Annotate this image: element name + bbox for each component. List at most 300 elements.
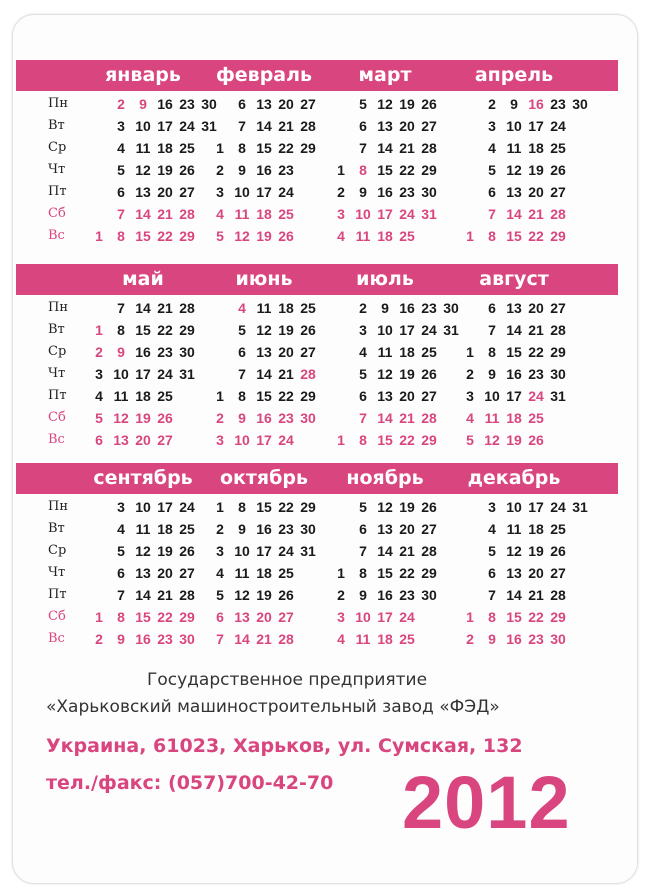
day-cell: 27 [278,609,294,625]
day-cell: 7 [238,366,246,382]
day-cell: 12 [377,96,393,112]
day-cell: 24 [278,432,294,448]
day-cell: 17 [256,543,272,559]
day-cell: 11 [234,565,250,581]
day-cell: 8 [359,162,367,178]
day-cell: 13 [256,96,272,112]
day-cell: 29 [550,344,566,360]
day-cell: 8 [117,609,125,625]
day-cell: 24 [278,543,294,559]
day-cell: 7 [488,322,496,338]
day-cell: 28 [421,410,437,426]
month-name: сентябрь [93,467,193,489]
day-cell: 3 [488,118,496,134]
day-cell: 14 [135,300,151,316]
day-cell: 16 [135,344,151,360]
day-cell: 27 [550,300,566,316]
weekday-label: Сб [48,206,66,221]
day-cell: 12 [377,499,393,515]
day-cell: 22 [528,609,544,625]
day-cell: 5 [117,162,125,178]
day-cell: 19 [399,366,415,382]
day-cell: 19 [157,543,173,559]
day-cell: 21 [399,543,415,559]
day-cell: 29 [300,499,316,515]
day-cell: 23 [179,96,195,112]
day-cell: 15 [135,609,151,625]
day-cell: 19 [528,162,544,178]
day-cell: 17 [377,609,393,625]
day-cell: 20 [399,521,415,537]
day-cell: 15 [377,162,393,178]
day-cell: 8 [359,565,367,581]
day-cell: 3 [216,543,224,559]
day-cell: 17 [135,366,151,382]
day-cell: 15 [506,609,522,625]
day-cell: 9 [488,631,496,647]
day-cell: 1 [337,565,345,581]
day-cell: 19 [135,410,151,426]
day-cell: 31 [300,543,316,559]
day-cell: 20 [278,96,294,112]
day-cell: 26 [528,432,544,448]
day-cell: 19 [256,587,272,603]
day-cell: 24 [399,609,415,625]
day-cell: 4 [359,344,367,360]
day-cell: 28 [421,543,437,559]
day-cell: 22 [399,432,415,448]
day-cell: 18 [157,521,173,537]
day-cell: 30 [550,366,566,382]
day-cell: 27 [179,565,195,581]
day-cell: 17 [157,499,173,515]
day-cell: 17 [157,118,173,134]
day-cell: 10 [377,322,393,338]
day-cell: 18 [256,565,272,581]
day-cell: 12 [135,543,151,559]
weekday-label: Вс [48,631,65,646]
day-cell: 14 [135,587,151,603]
day-cell: 28 [179,206,195,222]
day-cell: 1 [466,228,474,244]
month-name: февраль [215,64,313,86]
day-cell: 2 [216,162,224,178]
weekday-label: Пн [48,300,69,315]
weekday-label: Пн [48,499,69,514]
day-cell: 7 [216,631,224,647]
day-cell: 3 [95,366,103,382]
day-cell: 10 [506,118,522,134]
day-cell: 27 [300,96,316,112]
day-cell: 23 [157,631,173,647]
day-cell: 18 [256,206,272,222]
day-cell: 7 [488,206,496,222]
day-cell: 20 [157,184,173,200]
day-cell: 17 [256,184,272,200]
day-cell: 11 [355,631,371,647]
day-cell: 23 [421,300,437,316]
day-cell: 9 [238,162,246,178]
day-cell: 5 [466,432,474,448]
day-cell: 8 [238,388,246,404]
day-cell: 11 [113,388,129,404]
day-cell: 22 [157,609,173,625]
day-cell: 12 [234,228,250,244]
day-cell: 19 [399,499,415,515]
day-cell: 10 [234,543,250,559]
day-cell: 20 [256,609,272,625]
month-name: октябрь [219,467,309,489]
day-cell: 15 [256,140,272,156]
day-cell: 4 [117,521,125,537]
month-name: март [358,64,412,86]
day-cell: 25 [528,410,544,426]
day-cell: 14 [256,366,272,382]
day-cell: 31 [179,366,195,382]
day-cell: 30 [179,344,195,360]
month-name: июль [356,268,414,290]
day-cell: 4 [488,140,496,156]
day-cell: 12 [135,162,151,178]
day-cell: 13 [506,565,522,581]
day-cell: 22 [528,344,544,360]
day-cell: 16 [506,631,522,647]
day-cell: 27 [157,432,173,448]
day-cell: 3 [337,206,345,222]
day-cell: 29 [300,140,316,156]
day-cell: 24 [179,118,195,134]
day-cell: 18 [157,140,173,156]
day-cell: 2 [95,631,103,647]
day-cell: 15 [506,228,522,244]
day-cell: 6 [238,344,246,360]
day-cell: 17 [528,118,544,134]
day-cell: 5 [238,322,246,338]
day-cell: 23 [528,366,544,382]
day-cell: 2 [337,587,345,603]
day-cell: 25 [179,521,195,537]
day-cell: 29 [179,322,195,338]
day-cell: 18 [278,300,294,316]
day-cell: 31 [443,322,459,338]
day-cell: 28 [179,300,195,316]
day-cell: 2 [466,366,474,382]
day-cell: 25 [278,565,294,581]
day-cell: 10 [355,206,371,222]
day-cell: 18 [377,228,393,244]
day-cell: 5 [359,499,367,515]
weekday-label: Ср [48,543,67,558]
day-cell: 20 [278,344,294,360]
day-cell: 26 [550,162,566,178]
day-cell: 21 [278,366,294,382]
month-name: август [479,268,549,290]
day-cell: 12 [377,366,393,382]
organization-address: Украина, 61023, Харьков, ул. Сумская, 132 [46,735,523,757]
day-cell: 7 [359,140,367,156]
day-cell: 3 [488,499,496,515]
organization-name: «Харьковский машиностроительный завод «ФЭД» [46,697,500,717]
weekday-label: Ср [48,140,67,155]
day-cell: 2 [466,631,474,647]
day-cell: 7 [488,587,496,603]
day-cell: 13 [113,432,129,448]
day-cell: 15 [256,499,272,515]
day-cell: 11 [135,140,151,156]
day-cell: 31 [572,499,588,515]
day-cell: 6 [216,609,224,625]
day-cell: 1 [216,499,224,515]
day-cell: 25 [421,344,437,360]
day-cell: 6 [488,300,496,316]
day-cell: 9 [139,96,147,112]
day-cell: 18 [528,521,544,537]
day-cell: 2 [117,96,125,112]
day-cell: 11 [234,206,250,222]
day-cell: 9 [510,96,518,112]
day-cell: 3 [117,118,125,134]
day-cell: 3 [466,388,474,404]
day-cell: 20 [135,432,151,448]
weekday-label: Вт [48,322,65,337]
day-cell: 22 [157,228,173,244]
day-cell: 16 [256,521,272,537]
day-cell: 24 [179,499,195,515]
day-cell: 15 [506,344,522,360]
day-cell: 4 [488,521,496,537]
day-cell: 11 [506,521,522,537]
day-cell: 4 [337,631,345,647]
day-cell: 22 [278,388,294,404]
day-cell: 8 [238,499,246,515]
day-cell: 3 [117,499,125,515]
day-cell: 11 [256,300,272,316]
day-cell: 30 [421,184,437,200]
day-cell: 19 [256,228,272,244]
day-cell: 28 [550,587,566,603]
day-cell: 5 [359,366,367,382]
day-cell: 10 [484,388,500,404]
day-cell: 2 [359,300,367,316]
day-cell: 28 [300,118,316,134]
day-cell: 14 [377,410,393,426]
day-cell: 19 [278,322,294,338]
day-cell: 26 [300,322,316,338]
day-cell: 14 [506,587,522,603]
month-name: апрель [474,64,554,86]
day-cell: 21 [399,140,415,156]
day-cell: 14 [135,206,151,222]
day-cell: 16 [256,410,272,426]
day-cell: 16 [377,587,393,603]
weekday-label: Вт [48,118,65,133]
day-cell: 13 [135,565,151,581]
day-cell: 12 [256,322,272,338]
day-cell: 21 [157,587,173,603]
day-cell: 3 [359,322,367,338]
day-cell: 7 [117,587,125,603]
day-cell: 21 [278,118,294,134]
day-cell: 6 [359,388,367,404]
weekday-label: Вс [48,228,65,243]
day-cell: 29 [550,228,566,244]
day-cell: 24 [550,118,566,134]
day-cell: 2 [216,410,224,426]
day-cell: 27 [421,388,437,404]
day-cell: 30 [443,300,459,316]
day-cell: 9 [359,587,367,603]
day-cell: 6 [488,565,496,581]
day-cell: 21 [157,300,173,316]
day-cell: 3 [216,432,224,448]
day-cell: 28 [550,322,566,338]
day-cell: 6 [117,184,125,200]
day-cell: 1 [95,322,103,338]
day-cell: 17 [399,322,415,338]
day-cell: 22 [399,565,415,581]
day-cell: 5 [488,543,496,559]
day-cell: 9 [117,344,125,360]
weekday-label: Пн [48,96,69,111]
day-cell: 1 [466,344,474,360]
day-cell: 20 [399,118,415,134]
day-cell: 4 [337,228,345,244]
day-cell: 21 [157,206,173,222]
day-cell: 5 [216,228,224,244]
day-cell: 26 [278,587,294,603]
day-cell: 23 [528,631,544,647]
day-cell: 6 [95,432,103,448]
day-cell: 6 [238,96,246,112]
day-cell: 14 [377,543,393,559]
day-cell: 31 [421,206,437,222]
day-cell: 24 [528,388,544,404]
weekday-label: Чт [48,565,66,580]
day-cell: 25 [157,388,173,404]
day-cell: 27 [179,184,195,200]
day-cell: 30 [550,631,566,647]
month-name: декабрь [467,467,561,489]
day-cell: 4 [238,300,246,316]
day-cell: 31 [201,118,217,134]
day-cell: 10 [506,499,522,515]
day-cell: 8 [488,228,496,244]
day-cell: 25 [550,140,566,156]
day-cell: 7 [359,543,367,559]
weekday-label: Сб [48,609,66,624]
day-cell: 25 [399,631,415,647]
day-cell: 15 [256,388,272,404]
day-cell: 13 [377,118,393,134]
month-name: ноябрь [346,467,424,489]
day-cell: 11 [506,140,522,156]
day-cell: 14 [256,118,272,134]
day-cell: 21 [528,206,544,222]
day-cell: 24 [399,206,415,222]
day-cell: 19 [399,96,415,112]
day-cell: 4 [95,388,103,404]
weekday-label: Вт [48,521,65,536]
day-cell: 9 [238,410,246,426]
day-cell: 15 [135,228,151,244]
day-cell: 15 [377,565,393,581]
day-cell: 22 [399,162,415,178]
day-cell: 6 [359,118,367,134]
weekday-label: Пт [48,587,67,602]
day-cell: 21 [399,410,415,426]
day-cell: 8 [488,344,496,360]
day-cell: 8 [238,140,246,156]
day-cell: 19 [528,543,544,559]
day-cell: 27 [421,521,437,537]
day-cell: 1 [337,162,345,178]
day-cell: 2 [488,96,496,112]
weekday-label: Пт [48,184,67,199]
day-cell: 25 [550,521,566,537]
day-cell: 29 [179,228,195,244]
day-cell: 30 [300,521,316,537]
day-cell: 13 [234,609,250,625]
day-cell: 11 [135,521,151,537]
weekday-label: Чт [48,162,66,177]
day-cell: 1 [466,609,474,625]
day-cell: 28 [421,140,437,156]
day-cell: 24 [157,366,173,382]
day-cell: 18 [528,140,544,156]
day-cell: 29 [300,388,316,404]
day-cell: 13 [506,300,522,316]
day-cell: 22 [157,322,173,338]
day-cell: 16 [256,162,272,178]
day-cell: 8 [117,322,125,338]
day-cell: 12 [506,162,522,178]
day-cell: 30 [572,96,588,112]
day-cell: 5 [95,410,103,426]
day-cell: 11 [484,410,500,426]
day-cell: 20 [399,388,415,404]
day-cell: 10 [234,432,250,448]
day-cell: 1 [216,140,224,156]
day-cell: 16 [506,366,522,382]
month-name: июнь [235,268,293,290]
day-cell: 18 [135,388,151,404]
day-cell: 10 [113,366,129,382]
day-cell: 7 [117,300,125,316]
day-cell: 23 [550,96,566,112]
day-cell: 8 [488,609,496,625]
day-cell: 13 [256,344,272,360]
day-cell: 5 [488,162,496,178]
day-cell: 28 [278,631,294,647]
weekday-label: Вс [48,432,65,447]
day-cell: 6 [359,521,367,537]
day-cell: 29 [421,162,437,178]
day-cell: 14 [377,140,393,156]
day-cell: 17 [377,206,393,222]
day-cell: 29 [550,609,566,625]
day-cell: 30 [201,96,217,112]
day-cell: 23 [278,162,294,178]
day-cell: 15 [377,432,393,448]
day-cell: 2 [216,521,224,537]
day-cell: 10 [135,118,151,134]
day-cell: 30 [300,410,316,426]
organization-type: Государственное предприятие [147,670,428,690]
day-cell: 1 [95,228,103,244]
day-cell: 11 [377,344,393,360]
weekday-label: Ср [48,344,67,359]
day-cell: 10 [355,609,371,625]
